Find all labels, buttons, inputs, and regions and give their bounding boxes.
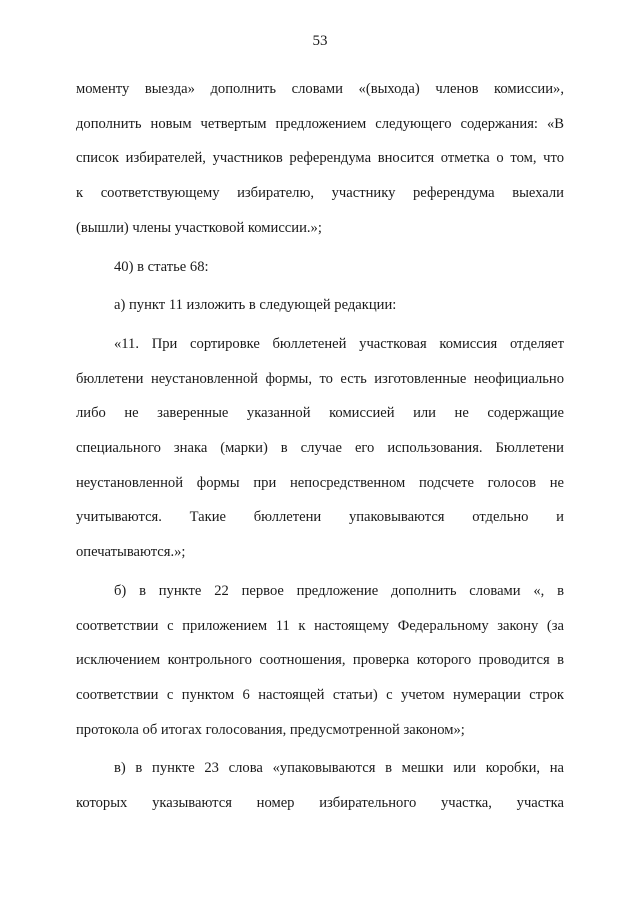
text-line: а) пункт 11 изложить в следующей редакции: (114, 297, 397, 314)
text-line: в) в пункте 23 слова «упаковываются в мешки или коробки, на (114, 760, 564, 777)
paragraph-continuation (76, 72, 564, 246)
document-body (76, 72, 564, 821)
text-line: учитываются. Такие бюллетени упаковываются отдельно и (76, 509, 564, 526)
paragraph-item-v (76, 751, 564, 820)
paragraph-item-a (76, 288, 564, 323)
text-line: моменту выезда» дополнить словами «(выхода) членов комиссии», (76, 81, 564, 97)
text-line: 40) в статье 68: (114, 258, 209, 275)
text-line: соответствии с пунктом 6 настоящей статьи) с учетом нумерации строк (76, 686, 564, 703)
text-line: опечатываются.»; (76, 544, 186, 561)
text-line: неустановленной формы при непосредственном подсчете голосов не (76, 474, 564, 491)
text-line: б) в пункте 22 первое предложение дополнить словами «, в (114, 582, 564, 599)
paragraph-point-11 (76, 327, 564, 570)
text-line: протокола об итогах голосования, предусмотренной законом»; (76, 721, 465, 738)
text-line: специального знака (марки) в случае его использования. Бюллетени (76, 440, 564, 457)
text-line: либо не заверенные указанной комиссией или не содержащие (76, 405, 564, 422)
text-line: (вышли) члены участковой комиссии.»; (76, 219, 322, 236)
text-line: дополнить новым четвертым предложением следующего содержания: «В (76, 115, 564, 132)
text-line: которых указываются номер избирательного участка, участка (76, 795, 564, 812)
paragraph-item-b (76, 574, 564, 748)
text-line: соответствии с приложением 11 к настоящему Федеральному закону (за (76, 617, 564, 634)
text-line: к соответствующему избирателю, участнику референдума выехали (76, 185, 564, 202)
text-line: «11. При сортировке бюллетеней участковая комиссия отделяет (114, 335, 564, 352)
text-line: список избирателей, участников референдума вносится отметка о том, что (76, 150, 564, 167)
text-line: бюллетени неустановленной формы, то есть изготовленные неофициально (76, 370, 564, 387)
page-number: 53 (312, 33, 328, 49)
text-line: исключением контрольного соотношения, проверка которого проводится в (76, 652, 564, 669)
paragraph-article-heading (76, 250, 564, 285)
